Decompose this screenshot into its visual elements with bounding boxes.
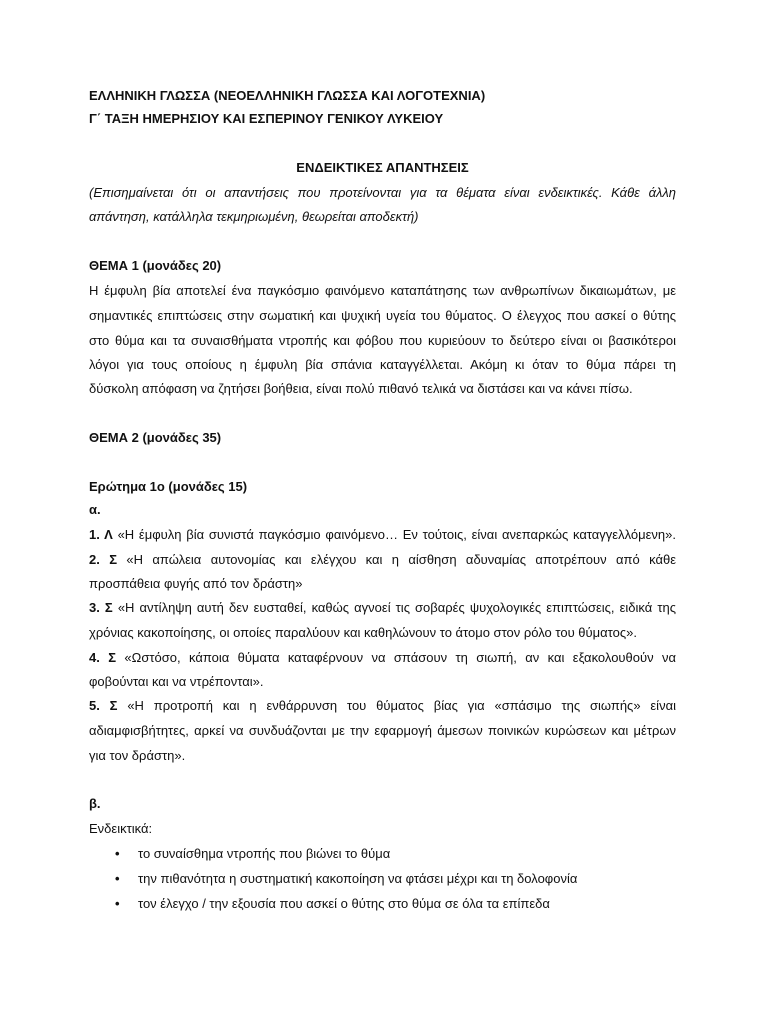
section-b-label: β. — [89, 796, 101, 811]
bullet-item-1 — [115, 846, 675, 862]
answer-5-text-1: «Η προτροπή και η ενθάρρυνση του θύματος βίας για «σπάσιμο της σιωπής» είναι — [127, 698, 676, 713]
answer-4-text-1: «Ωστόσο, κάποια θύματα καταφέρνουν να σπάσουν τη σιωπή, αν και εξακολουθούν να — [124, 650, 676, 665]
bullet-item-3 — [115, 896, 675, 912]
question-1-heading: Ερώτημα 1ο (μονάδες 15) — [89, 479, 248, 494]
bullet-text-3: τον έλεγχο / την εξουσία που ασκεί ο θύτης στο θύμα σε όλα τα επίπεδα — [138, 896, 550, 911]
answer-5-line-3: για τον δράστη». — [89, 748, 186, 763]
answer-5-line-1 — [89, 698, 676, 714]
answer-4-line-1 — [89, 650, 676, 666]
bullet-text-1: το συναίσθημα ντροπής που βιώνει το θύμα — [138, 846, 391, 861]
class-title: Γ΄ ΤΑΞΗ ΗΜΕΡΗΣΙΟΥ ΚΑΙ ΕΣΠΕΡΙΝΟΥ ΓΕΝΙΚΟΥ ΛΥΚΕΙΟΥ — [89, 111, 444, 126]
theme-1-heading: ΘΕΜΑ 1 (μονάδες 20) — [89, 258, 222, 273]
theme-1-line-4: λόγοι για τους οποίους η έμφυλη βία σπάνια καταγγέλλεται. Ακόμη κι όταν το θύμα πάρει τη — [89, 357, 676, 372]
bullet-icon: • — [115, 896, 120, 911]
answer-2-text-1: «Η απώλεια αυτονομίας και ελέγχου και η αίσθηση αδυναμίας αποτρέπουν από κάθε — [126, 552, 676, 567]
theme-2-heading: ΘΕΜΑ 2 (μονάδες 35) — [89, 430, 222, 445]
bullet-item-2 — [115, 871, 675, 887]
answer-4-number: 4. Σ — [89, 650, 117, 665]
bullet-text-2: την πιθανότητα η συστηματική κακοποίηση να φτάσει μέχρι και τη δολοφονία — [138, 871, 578, 886]
answer-2-line-2: προσπάθεια φυγής από τον δράστη» — [89, 576, 303, 591]
answer-3-line-1 — [89, 600, 676, 616]
bullet-icon: • — [115, 871, 120, 886]
answer-3-text-1: «Η αντίληψη αυτή δεν ευσταθεί, καθώς αγνοεί τις σοβαρές ψυχολογικές επιπτώσεις, ειδικά της — [117, 600, 676, 615]
answer-1-text: «Η έμφυλη βία συνιστά παγκόσμιο φαινόμενο… Εν τούτοις, είναι ανεπαρκώς καταγγελλόμενη». — [117, 527, 676, 542]
answer-4-line-2: φοβούνται και να ντρέπονται». — [89, 674, 264, 689]
answer-5-line-2: αδιαμφισβήτητες, αρκεί να συνδυάζονται με την εφαρμογή άμεσων ποινικών κυρώσεων και μέτρων — [89, 723, 676, 738]
indicative-label: Ενδεικτικά: — [89, 821, 153, 836]
theme-1-line-3: στο θύμα και τα συναισθήματα ντροπής και φόβου που κυριεύουν το δεύτερο είναι οι βασικότεροι — [89, 333, 676, 348]
answer-3-number: 3. Σ — [89, 600, 113, 615]
answer-2-number: 2. Σ — [89, 552, 118, 567]
note-line-2: απάντηση, κατάλληλα τεκμηριωμένη, θεωρείται αποδεκτή) — [89, 209, 419, 224]
note-line-1: (Επισημαίνεται ότι οι απαντήσεις που προτείνονται για τα θέματα είναι ενδεικτικές. Κάθε άλλη — [89, 185, 676, 200]
bullet-icon: • — [115, 846, 120, 861]
answer-3-line-2: χρόνιας κακοποίησης, οι οποίες παραλύουν και καθηλώνουν το άτομο στον ρόλο του θύματος». — [89, 625, 637, 640]
answer-1-number: 1. Λ — [89, 527, 113, 542]
subject-title: ΕΛΛΗΝΙΚΗ ΓΛΩΣΣΑ (ΝΕΟΕΛΛΗΝΙΚΗ ΓΛΩΣΣΑ ΚΑΙ ΛΟΓΟΤΕΧΝΙΑ) — [89, 88, 486, 103]
section-a-label: α. — [89, 502, 101, 517]
answer-5-number: 5. Σ — [89, 698, 118, 713]
answers-title: ΕΝΔΕΙΚΤΙΚΕΣ ΑΠΑΝΤΗΣΕΙΣ — [296, 160, 469, 175]
theme-1-line-5: δύσκολη απόφαση να ζητήσει βοήθεια, είναι πολύ πιθανό τελικά να διστάσει και να κάνει πίσω. — [89, 381, 633, 396]
answer-2-line-1 — [89, 552, 676, 568]
theme-1-line-1: Η έμφυλη βία αποτελεί ένα παγκόσμιο φαινόμενο καταπάτησης των ανθρωπίνων δικαιωμάτων, με — [89, 283, 676, 298]
answer-1-line-1 — [89, 527, 676, 543]
theme-1-line-2: σημαντικές επιπτώσεις στην σωματική και ψυχική υγεία του θύματος. Ο έλεγχος που ασκεί ο θύτης — [89, 308, 676, 323]
